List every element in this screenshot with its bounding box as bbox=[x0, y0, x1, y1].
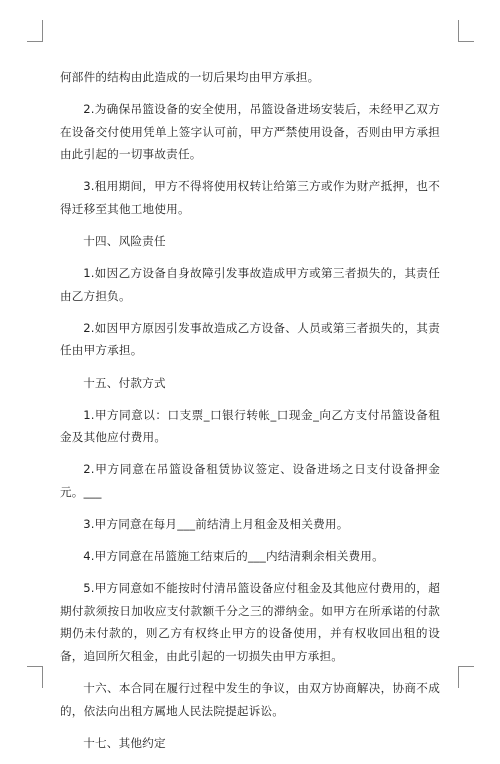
paragraph: 1.如因乙方设备自身故障引发事故造成甲方或第三者损失的，其责任由乙方担负。 bbox=[60, 266, 440, 303]
paragraph: 4.甲方同意在吊篮施工结束后的___内结清剩余相关费用。 bbox=[83, 549, 384, 564]
section-heading: 十七、其他约定 bbox=[83, 735, 166, 750]
section-heading: 十四、风险责任 bbox=[83, 234, 166, 249]
crop-mark-bottom-right bbox=[458, 666, 474, 688]
paragraph: 3.甲方同意在每月___前结清上月租金及相关费用。 bbox=[83, 517, 349, 531]
paragraph: 5.甲方同意如不能按时付清吊篮设备应付租金及其他应付费用的，超期付款须按日加收应支付款额千分之三的滞纳金。如甲方在所承诺的付款期仍未付款的，则乙方有权终止甲方的设备使用，并有权收回出租的设备，追回所欠租金，由此引起的一切损失由甲方承担。 bbox=[60, 581, 440, 663]
crop-mark-top-left bbox=[27, 20, 43, 42]
section-heading: 十五、付款方式 bbox=[83, 375, 166, 390]
paragraph: 2.甲方同意在吊篮设备租赁协议签定、设备进场之日支付设备押金元。___ bbox=[60, 462, 440, 499]
crop-mark-bottom-left bbox=[27, 666, 43, 688]
paragraph: 2.如因甲方原因引发事故造成乙方设备、人员或第三者损失的，其责任由甲方承担。 bbox=[60, 320, 440, 358]
crop-mark-top-right bbox=[458, 20, 474, 42]
paragraph: 何部件的结构由此造成的一切后果均由甲方承担。 bbox=[60, 70, 320, 84]
section-heading: 十六、本合同在履行过程中发生的争议，由双方协商解决，协商不成的，依法向出租方属地人民法院提起诉讼。 bbox=[60, 681, 440, 718]
paragraph: 1.甲方同意以：口支票_口银行转帐_口现金_向乙方支付吊篮设备租金及其他应付费用。 bbox=[60, 407, 440, 445]
paragraph: 3.租用期间，甲方不得将使用权转让给第三方或作为财产抵押，也不得迁移至其他工地使用。 bbox=[60, 179, 440, 216]
paragraph: 2.为确保吊篮设备的安全使用，吊篮设备进场安装后，未经甲乙双方在设备交付使用凭单上签字认可前，甲方严禁使用设备，否则由甲方承担由此引起的一切事故责任。 bbox=[60, 102, 440, 162]
document-body bbox=[60, 66, 440, 764]
